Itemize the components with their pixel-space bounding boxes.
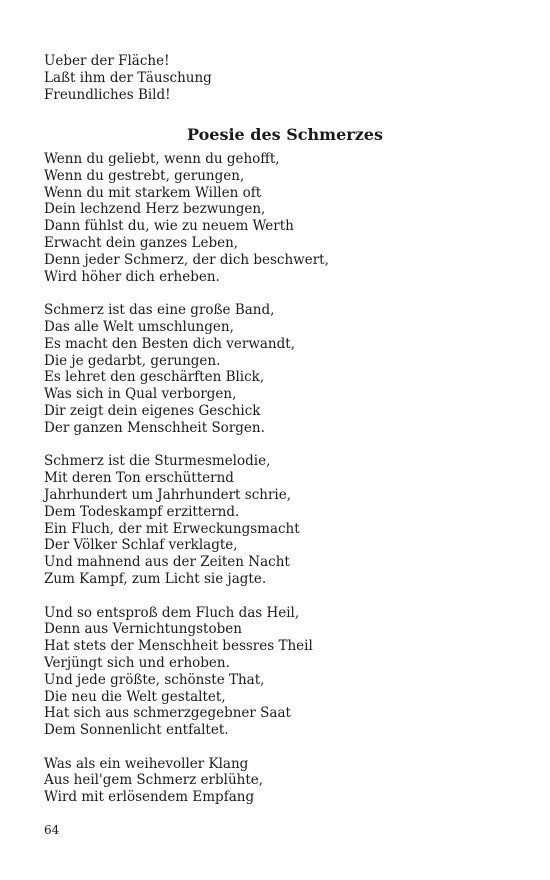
verse-line: Wenn du mit starkem Willen oft <box>44 184 262 201</box>
stanza-5 <box>44 756 329 806</box>
stanza-1 <box>44 151 329 285</box>
verse-line: Ueber der Fläche! <box>44 53 170 69</box>
verse-line: Mit deren Ton erschütternd <box>44 470 234 487</box>
verse-line: Dann fühlst du, wie zu neuem Werth <box>44 218 294 235</box>
verse-line: Das alle Welt umschlungen, <box>44 318 234 335</box>
verse-line: Denn jeder Schmerz, der dich beschwert, <box>44 251 329 268</box>
verse-line: Ein Fluch, der mit Erweckungsmacht <box>44 520 300 537</box>
verse-line: Der Völker Schlaf verklagte, <box>44 537 238 554</box>
verse-line: Wenn du geliebt, wenn du gehofft, <box>44 151 280 167</box>
verse-line: Wird höher dich erheben. <box>44 268 220 285</box>
verse-line: Aus heil'gem Schmerz erblühte, <box>44 772 264 789</box>
verse-line: Und so entsproß dem Fluch das Heil, <box>44 604 300 621</box>
stanza-3 <box>44 453 329 587</box>
stanza-2 <box>44 302 329 436</box>
verse-line: Und mahnend aus der Zeiten Nacht <box>44 554 290 571</box>
verse-line: Dem Todeskampf erzitternd. <box>44 503 240 520</box>
poem-title: Poesie des Schmerzes <box>187 125 383 144</box>
verse-line: Erwacht dein ganzes Leben, <box>44 234 239 251</box>
previous-poem-ending <box>44 53 212 103</box>
poem-body <box>44 151 329 823</box>
verse-line: Schmerz ist die Sturmesmelodie, <box>44 453 271 470</box>
verse-line: Jahrhundert um Jahrhundert schrie, <box>44 486 292 503</box>
verse-line: Freundliches Bild! <box>44 86 171 103</box>
verse-line: Es lehret den geschärften Blick, <box>44 369 265 386</box>
verse-line: Verjüngt sich und erhoben. <box>44 654 230 671</box>
verse-line: Und jede größte, schönste That, <box>44 671 265 688</box>
verse-line: Hat sich aus schmerzgegebner Saat <box>44 705 291 722</box>
verse-line: Was als ein weihevoller Klang <box>44 755 249 772</box>
verse-line: Dein lechzend Herz bezwungen, <box>44 201 266 218</box>
verse-line: Die je gedarbt, gerungen. <box>44 352 221 369</box>
verse-line: Laßt ihm der Täuschung <box>44 69 212 86</box>
verse-line: Schmerz ist das eine große Band, <box>44 302 275 319</box>
verse-line: Die neu die Welt gestaltet, <box>44 688 226 705</box>
verse-line: Der ganzen Menschheit Sorgen. <box>44 419 265 436</box>
verse-line: Es macht den Besten dich verwandt, <box>44 335 295 352</box>
verse-line: Dir zeigt dein eigenes Geschick <box>44 402 261 419</box>
verse-line: Denn aus Vernichtungstoben <box>44 621 242 638</box>
verse-line: Zum Kampf, zum Licht sie jagte. <box>44 570 267 587</box>
verse-line: Was sich in Qual verborgen, <box>44 386 237 403</box>
page-number: 64 <box>44 823 60 837</box>
verse-line: Wird mit erlösendem Empfang <box>44 789 255 806</box>
verse-line: Dem Sonnenlicht entfaltet. <box>44 722 229 739</box>
verse-line: Wenn du gestrebt, gerungen, <box>44 167 245 184</box>
stanza-4 <box>44 605 329 739</box>
verse-line: Hat stets der Menschheit bessres Theil <box>44 638 313 655</box>
